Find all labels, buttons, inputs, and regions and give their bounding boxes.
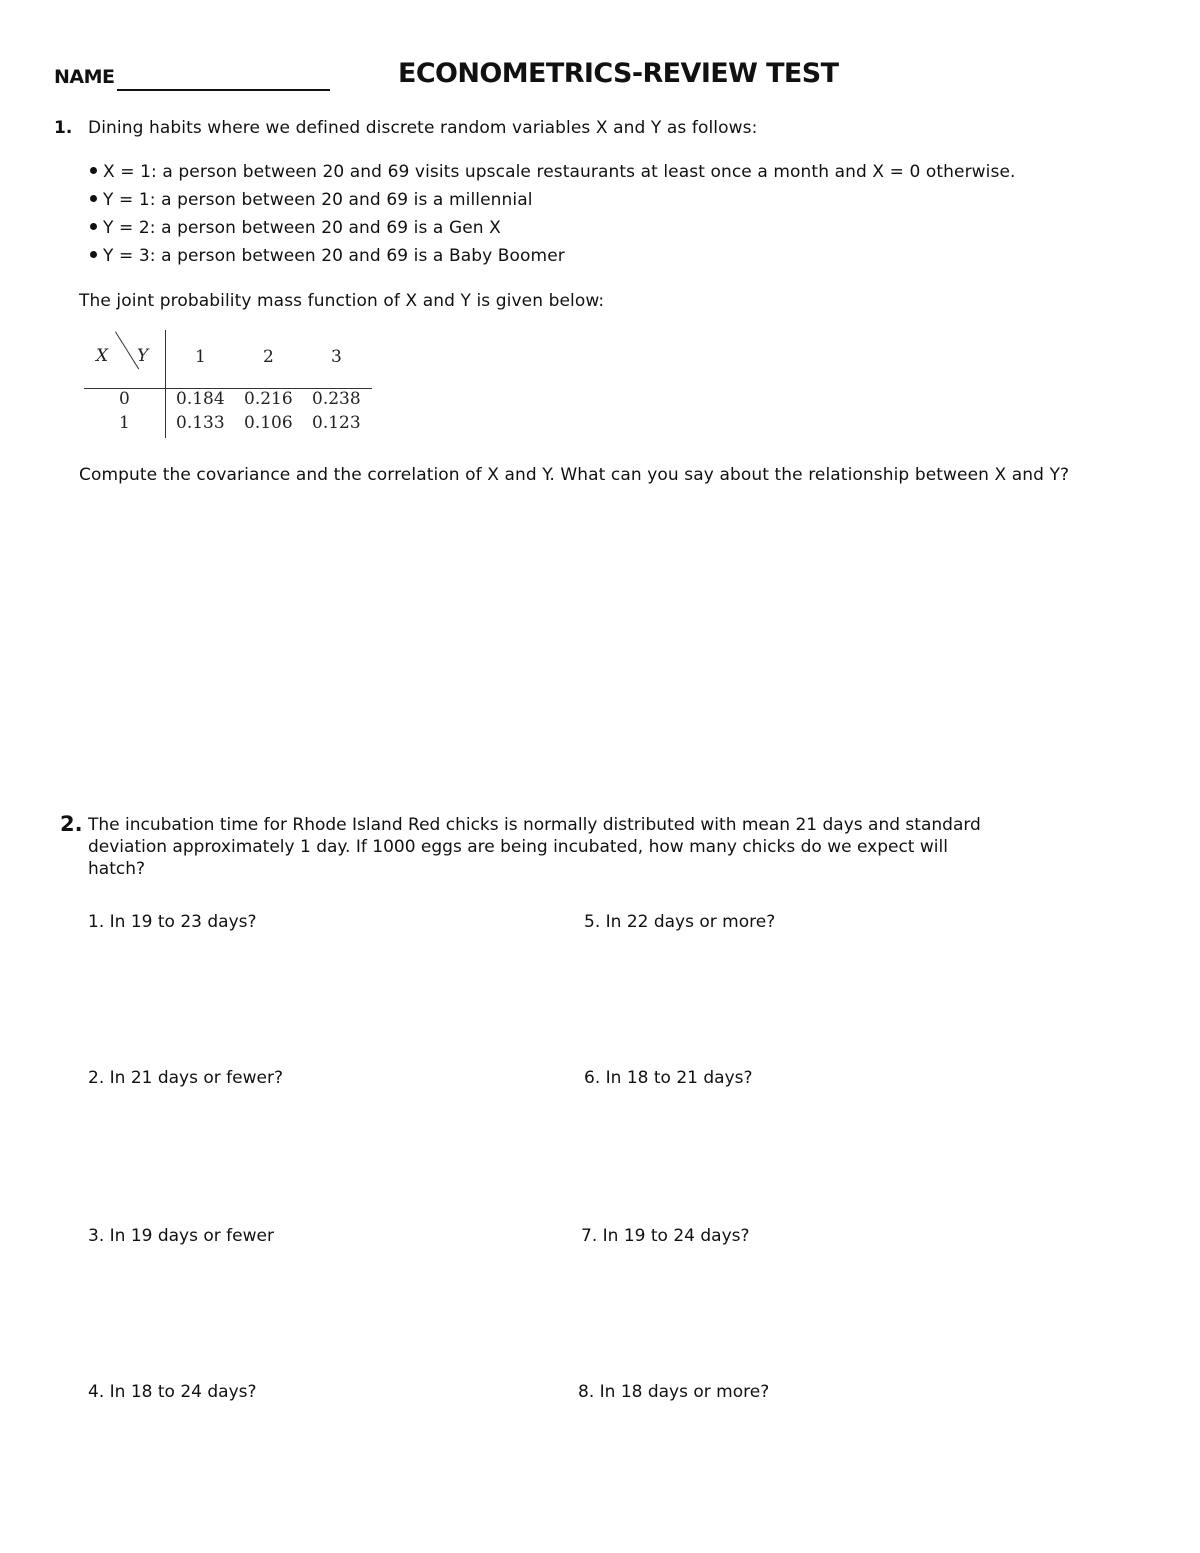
column-header: 3 [331, 347, 342, 367]
table-cell: 0.216 [244, 389, 293, 409]
table-vertical-rule [165, 330, 166, 438]
question-1-prompt: Compute the covariance and the correlation of X and Y. What can you say about the relationship between X and Y? [79, 465, 1070, 485]
sub-question: 1. In 19 to 23 days? [88, 912, 257, 932]
page-title: ECONOMETRICS-REVIEW TEST [398, 58, 839, 89]
sub-question: 3. In 19 days or fewer [88, 1226, 274, 1246]
row-label: 1 [119, 413, 130, 433]
column-variable-header: Y [137, 346, 149, 366]
name-blank-line[interactable] [117, 89, 330, 91]
sub-question: 5. In 22 days or more? [584, 912, 776, 932]
bullet-icon [90, 251, 97, 258]
sub-question: 6. In 18 to 21 days? [584, 1068, 753, 1088]
name-label: NAME [54, 66, 115, 88]
row-label: 0 [119, 389, 130, 409]
bullet-icon [90, 223, 97, 230]
column-header: 2 [263, 347, 274, 367]
sub-question: 4. In 18 to 24 days? [88, 1382, 257, 1402]
row-variable-header: X [96, 346, 109, 366]
bullet-text: Y = 3: a person between 20 and 69 is a Baby Boomer [103, 246, 565, 266]
table-diagonal-divider [115, 331, 139, 369]
bullet-text: X = 1: a person between 20 and 69 visits upscale restaurants at least once a month and X = 0 otherwise. [103, 162, 1016, 182]
sub-question: 8. In 18 days or more? [578, 1382, 770, 1402]
bullet-text: Y = 1: a person between 20 and 69 is a millennial [103, 190, 533, 210]
column-header: 1 [195, 347, 206, 367]
table-cell: 0.123 [312, 413, 361, 433]
question-1-bullet [90, 218, 501, 238]
bullet-icon [90, 195, 97, 202]
question-2-number: 2. [60, 812, 83, 836]
question-1-bullet [90, 162, 1016, 182]
table-cell: 0.106 [244, 413, 293, 433]
table-cell: 0.184 [176, 389, 225, 409]
question-2-text: The incubation time for Rhode Island Red chicks is normally distributed with mean 21 days and standard deviation approximately 1 day. If 1000 eggs are being incubated, how many chicks do we expect will hatch? [88, 815, 981, 879]
question-1-intro: Dining habits where we defined discrete random variables X and Y as follows: [88, 118, 758, 138]
question-1-bullet [90, 190, 533, 210]
table-cell: 0.133 [176, 413, 225, 433]
table-intro: The joint probability mass function of X and Y is given below: [79, 291, 605, 311]
sub-question: 2. In 21 days or fewer? [88, 1068, 283, 1088]
table-cell: 0.238 [312, 389, 361, 409]
joint-pmf-table [84, 328, 374, 440]
bullet-icon [90, 167, 97, 174]
question-1-number: 1. [54, 118, 73, 138]
sub-question: 7. In 19 to 24 days? [581, 1226, 750, 1246]
bullet-text: Y = 2: a person between 20 and 69 is a Gen X [103, 218, 501, 238]
question-1-bullet [90, 246, 565, 266]
